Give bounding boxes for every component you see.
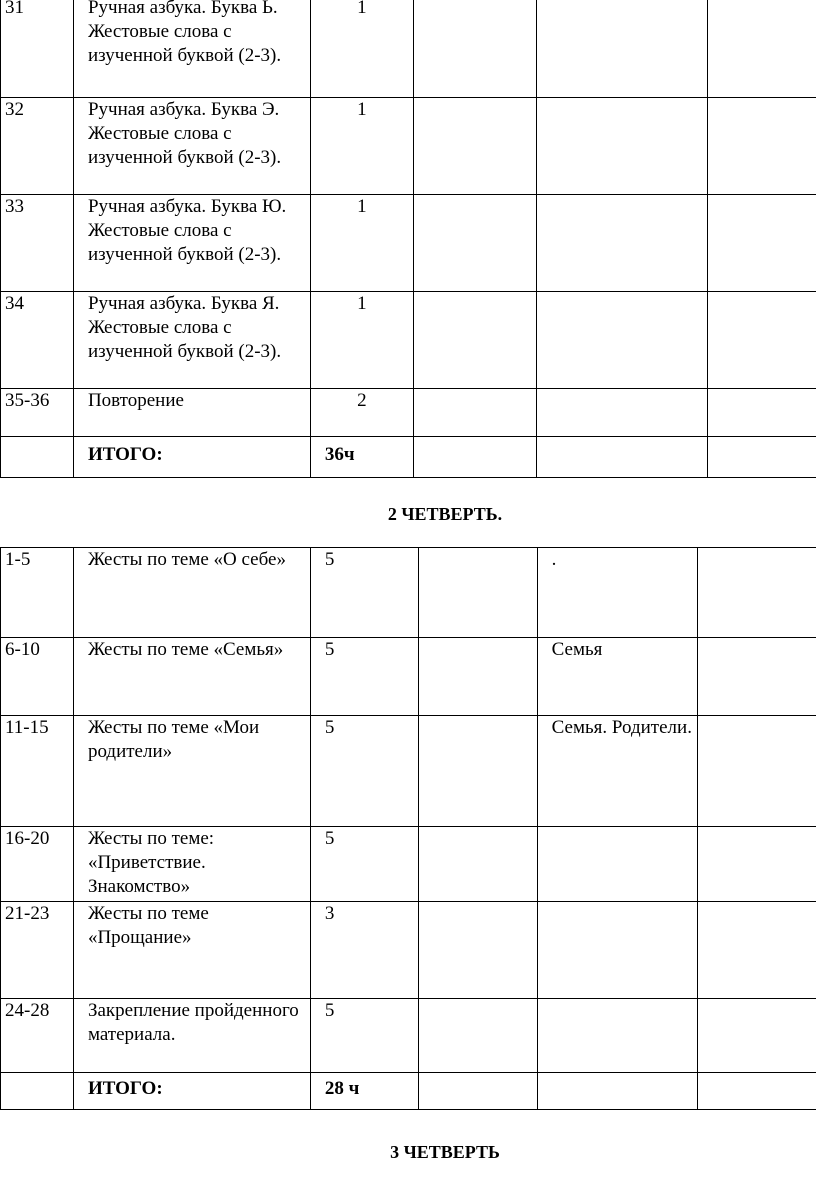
lesson-topic: Повторение xyxy=(73,389,310,437)
lesson-number: 16-20 xyxy=(1,827,74,902)
section-heading-quarter-3: 3 ЧЕТВЕРТЬ xyxy=(390,1142,500,1162)
lesson-topic: Жесты по теме «О себе» xyxy=(73,548,310,638)
empty-cell xyxy=(413,0,536,98)
empty-cell xyxy=(707,0,816,98)
lesson-hours: 5 xyxy=(310,716,418,827)
total-value: 36ч xyxy=(310,437,413,478)
empty-cell xyxy=(707,98,816,195)
lesson-vocabulary: . xyxy=(537,548,697,638)
table-row xyxy=(1,195,816,292)
table-row xyxy=(1,827,816,902)
empty-cell xyxy=(418,716,537,827)
table-row xyxy=(1,548,816,638)
empty-cell xyxy=(413,195,536,292)
lesson-hours: 1 xyxy=(310,195,413,292)
empty-cell xyxy=(418,1073,537,1110)
lesson-number: 11-15 xyxy=(1,716,74,827)
lesson-hours: 2 xyxy=(310,389,413,437)
lesson-topic: Жесты по теме «Семья» xyxy=(73,638,310,716)
empty-cell xyxy=(418,548,537,638)
empty-cell xyxy=(537,1073,697,1110)
lesson-vocabulary xyxy=(537,999,697,1073)
table-row xyxy=(1,999,816,1073)
empty-cell xyxy=(418,638,537,716)
total-label: ИТОГО: xyxy=(73,437,310,478)
lesson-topic: Закрепление пройденного материала. xyxy=(73,999,310,1073)
table-row xyxy=(1,0,816,98)
lesson-hours: 5 xyxy=(310,638,418,716)
lesson-hours: 5 xyxy=(310,999,418,1073)
lesson-topic: Ручная азбука. Буква Э. Жестовые слова с изученной буквой (2-3). xyxy=(73,98,310,195)
lesson-number: 33 xyxy=(1,195,74,292)
empty-cell xyxy=(413,292,536,389)
lesson-hours: 5 xyxy=(310,548,418,638)
empty-cell xyxy=(536,195,707,292)
lesson-hours: 5 xyxy=(310,827,418,902)
empty-cell xyxy=(707,195,816,292)
empty-cell xyxy=(418,999,537,1073)
empty-cell xyxy=(1,437,74,478)
lesson-vocabulary xyxy=(537,827,697,902)
empty-cell xyxy=(697,827,816,902)
lesson-number: 6-10 xyxy=(1,638,74,716)
empty-cell xyxy=(536,437,707,478)
empty-cell xyxy=(418,902,537,999)
lesson-number: 31 xyxy=(1,0,74,98)
lesson-topic: Жесты по теме «Прощание» xyxy=(73,902,310,999)
lesson-number: 24-28 xyxy=(1,999,74,1073)
lesson-vocabulary: Семья. Родители. xyxy=(537,716,697,827)
empty-cell xyxy=(697,638,816,716)
lesson-number: 32 xyxy=(1,98,74,195)
empty-cell xyxy=(413,98,536,195)
lesson-hours: 1 xyxy=(310,98,413,195)
table-row xyxy=(1,292,816,389)
empty-cell xyxy=(707,389,816,437)
empty-cell xyxy=(707,437,816,478)
total-row xyxy=(1,1073,816,1110)
table-row xyxy=(1,389,816,437)
lesson-table-quarter-2 xyxy=(0,547,816,1110)
total-value: 28 ч xyxy=(310,1073,418,1110)
empty-cell xyxy=(536,98,707,195)
lesson-topic: Жесты по теме «Мои родители» xyxy=(73,716,310,827)
lesson-number: 1-5 xyxy=(1,548,74,638)
total-row xyxy=(1,437,816,478)
empty-cell xyxy=(413,389,536,437)
lesson-vocabulary: Семья xyxy=(537,638,697,716)
lesson-vocabulary xyxy=(537,902,697,999)
lesson-number: 35-36 xyxy=(1,389,74,437)
empty-cell xyxy=(697,1073,816,1110)
empty-cell xyxy=(707,292,816,389)
lesson-hours: 1 xyxy=(310,0,413,98)
empty-cell xyxy=(418,827,537,902)
lesson-number: 34 xyxy=(1,292,74,389)
empty-cell xyxy=(697,902,816,999)
lesson-topic: Жесты по теме: «Приветствие. Знакомство» xyxy=(73,827,310,902)
lesson-table-quarter-1 xyxy=(0,0,816,478)
empty-cell xyxy=(1,1073,74,1110)
empty-cell xyxy=(536,292,707,389)
table-row xyxy=(1,902,816,999)
section-heading-quarter-2: 2 ЧЕТВЕРТЬ. xyxy=(387,504,503,524)
total-label: ИТОГО: xyxy=(73,1073,310,1110)
empty-cell xyxy=(697,716,816,827)
empty-cell xyxy=(697,548,816,638)
empty-cell xyxy=(697,999,816,1073)
table-row xyxy=(1,98,816,195)
lesson-topic: Ручная азбука. Буква Ь. Жестовые слова с изученной буквой (2-3). xyxy=(73,0,310,98)
empty-cell xyxy=(413,437,536,478)
lesson-hours: 1 xyxy=(310,292,413,389)
lesson-topic: Ручная азбука. Буква Ю. Жестовые слова с изученной буквой (2-3). xyxy=(73,195,310,292)
empty-cell xyxy=(536,389,707,437)
table-row xyxy=(1,716,816,827)
table-row xyxy=(1,638,816,716)
lesson-number: 21-23 xyxy=(1,902,74,999)
empty-cell xyxy=(536,0,707,98)
lesson-topic: Ручная азбука. Буква Я. Жестовые слова с изученной буквой (2-3). xyxy=(73,292,310,389)
lesson-hours: 3 xyxy=(310,902,418,999)
